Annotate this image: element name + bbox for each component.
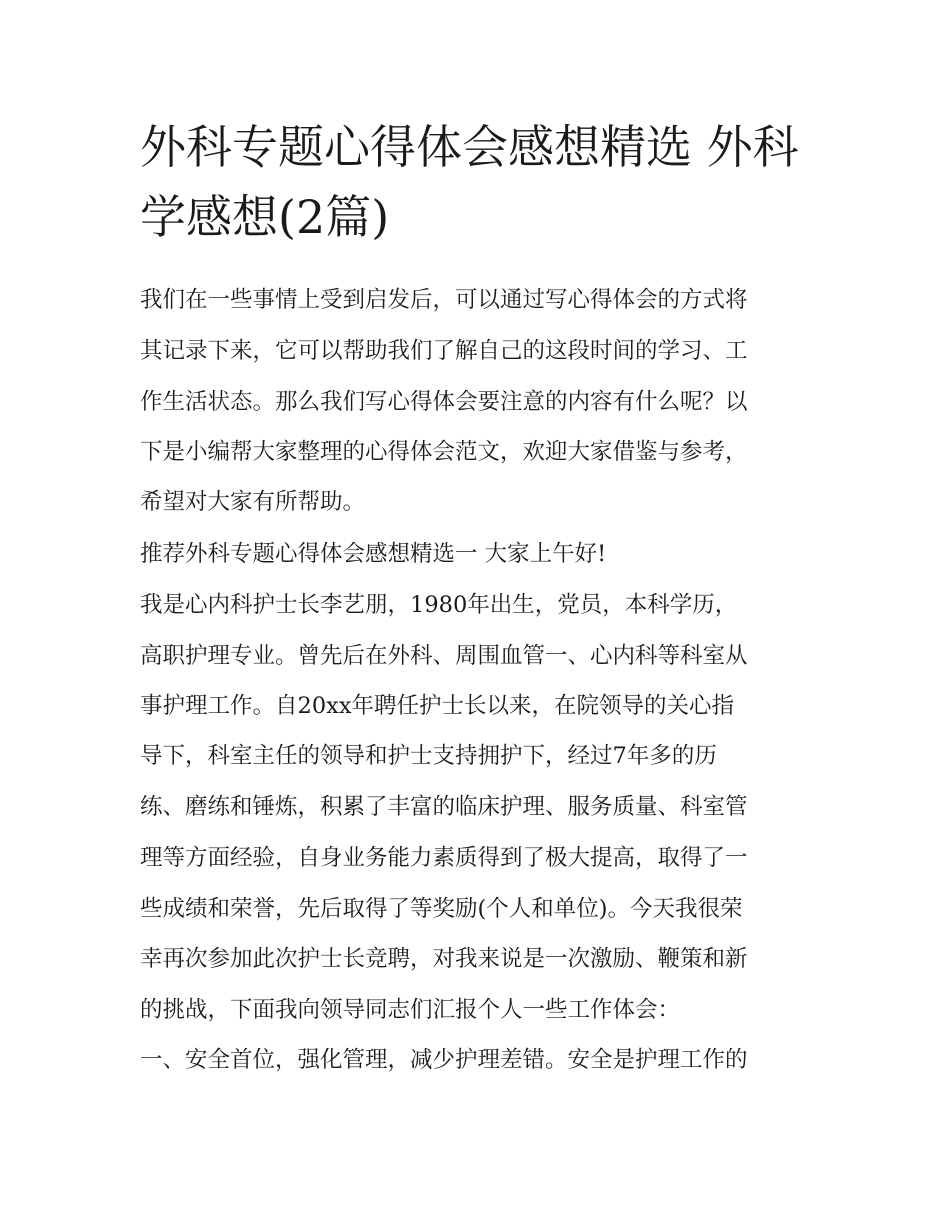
document-title: 外科专题心得体会感想精选 外科学感想(2篇): [140, 120, 799, 244]
paragraph-line: 幸再次参加此次护士长竞聘，对我来说是一次激励、鞭策和新: [140, 946, 748, 972]
paragraph-line: 高职护理专业。曾先后在外科、周围血管一、心内科等科室从: [140, 643, 748, 669]
paragraph-line: 些成绩和荣誉，先后取得了等奖励(个人和单位)。今天我很荣: [140, 896, 743, 922]
paragraph-line: 的挑战，下面我向领导同志们汇报个人一些工作体会：: [140, 997, 681, 1023]
paragraph-line: 下是小编帮大家整理的心得体会范文，欢迎大家借鉴与参考，: [140, 439, 748, 465]
paragraph-line: 一、安全首位，强化管理，减少护理差错。安全是护理工作的: [140, 1047, 748, 1073]
paragraph-line: 希望对大家有所帮助。: [140, 489, 366, 515]
paragraph-line: 我们在一些事情上受到启发后，可以通过写心得体会的方式将: [140, 287, 748, 313]
paragraph-line: 我是心内科护士长李艺朋，1980年出生，党员，本科学历，: [140, 592, 738, 618]
paragraph-line: 练、磨练和锤炼，积累了丰富的临床护理、服务质量、科室管: [140, 794, 748, 820]
paragraph-line: 事护理工作。自20xx年聘任护士长以来，在院领导的关心指: [140, 693, 735, 719]
paragraph-line: 其记录下来，它可以帮助我们了解自己的这段时间的学习、工: [140, 338, 748, 364]
paragraph-line: 理等方面经验，自身业务能力素质得到了极大提高，取得了一: [140, 845, 748, 871]
paragraph-line: 推荐外科专题心得体会感想精选一 大家上午好!: [140, 541, 607, 567]
paragraph-line: 导下，科室主任的领导和护士支持拥护下，经过7年多的历: [140, 743, 717, 769]
paragraph-line: 作生活状态。那么我们写心得体会要注意的内容有什么呢？以: [140, 389, 748, 415]
